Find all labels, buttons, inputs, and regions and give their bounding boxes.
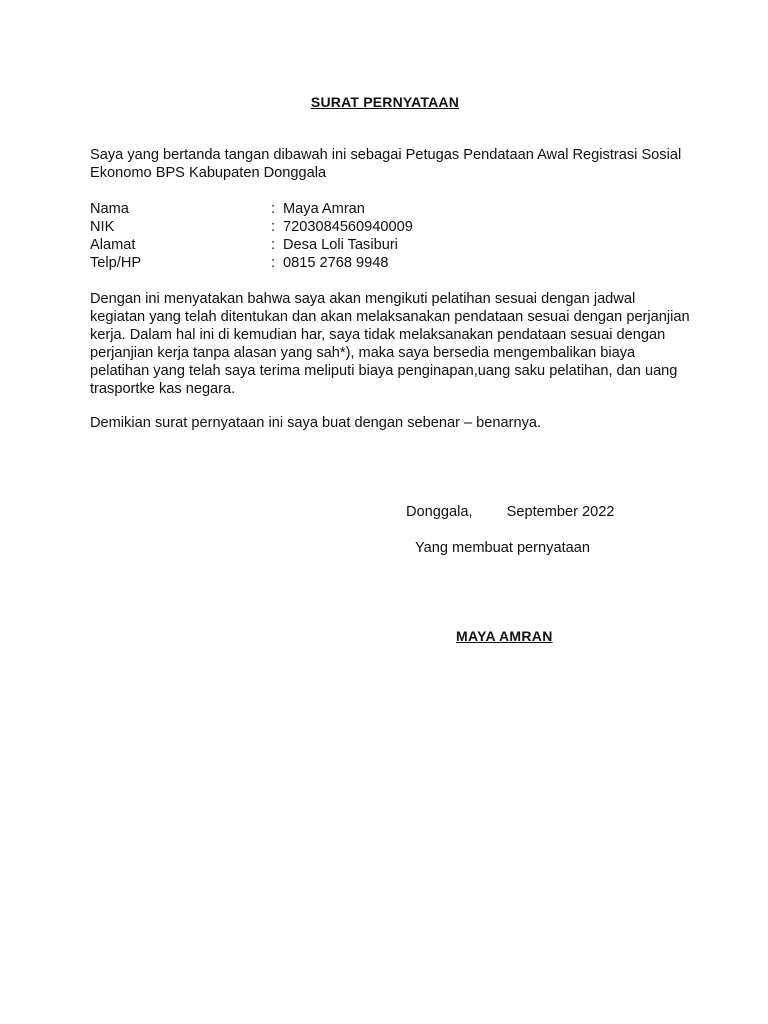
place-text: Donggala,: [406, 504, 473, 520]
statement-paragraph: Dengan ini menyatakan bahwa saya akan mengikuti pelatihan sesuai dengan jadwal kegiatan yang telah ditentukan dan akan melaksanakan pendataan sesuai dengan perjanjian kerja. Dalam hal ini di kemudian har, saya tidak melaksanakan pendataan sesuai dengan perjanjian kerja tanpa alasan yang sah*), maka saya bersedia mengembalikan biaya pelatihan yang telah saya terima meliputi biaya penginapan,uang saku pelatihan, dan uang trasportke kas negara.: [90, 291, 690, 397]
place-date-line: [406, 503, 615, 521]
signer-role: Yang membuat pernyataan: [415, 540, 590, 556]
field-row-address: [90, 236, 413, 254]
field-row-nik: [90, 218, 413, 236]
identity-fields: [90, 200, 413, 272]
closing-paragraph: Demikian surat pernyataan ini saya buat dengan sebenar – benarnya.: [90, 415, 542, 431]
field-value: Maya Amran: [283, 201, 365, 217]
field-row-name: [90, 200, 413, 218]
field-value: Desa Loli Tasiburi: [283, 237, 398, 253]
field-label: Nama: [90, 201, 129, 217]
document-title-text: SURAT PERNYATAAN: [310, 94, 460, 110]
field-colon: :: [271, 219, 276, 235]
signer-name: MAYA AMRAN: [456, 628, 553, 644]
intro-paragraph: Saya yang bertanda tangan dibawah ini sebagai Petugas Pendataan Awal Registrasi Sosial Ekonomo BPS Kabupaten Donggala: [90, 147, 682, 181]
field-value: 7203084560940009: [283, 219, 413, 235]
field-value: 0815 2768 9948: [283, 255, 389, 271]
field-colon: :: [271, 255, 276, 271]
field-colon: :: [271, 201, 276, 217]
field-label: Telp/HP: [90, 255, 142, 271]
date-text: September 2022: [506, 504, 615, 520]
field-label: NIK: [90, 219, 115, 235]
field-row-phone: [90, 254, 413, 272]
field-label: Alamat: [90, 237, 136, 253]
document-title: [0, 94, 768, 110]
field-colon: :: [271, 237, 276, 253]
